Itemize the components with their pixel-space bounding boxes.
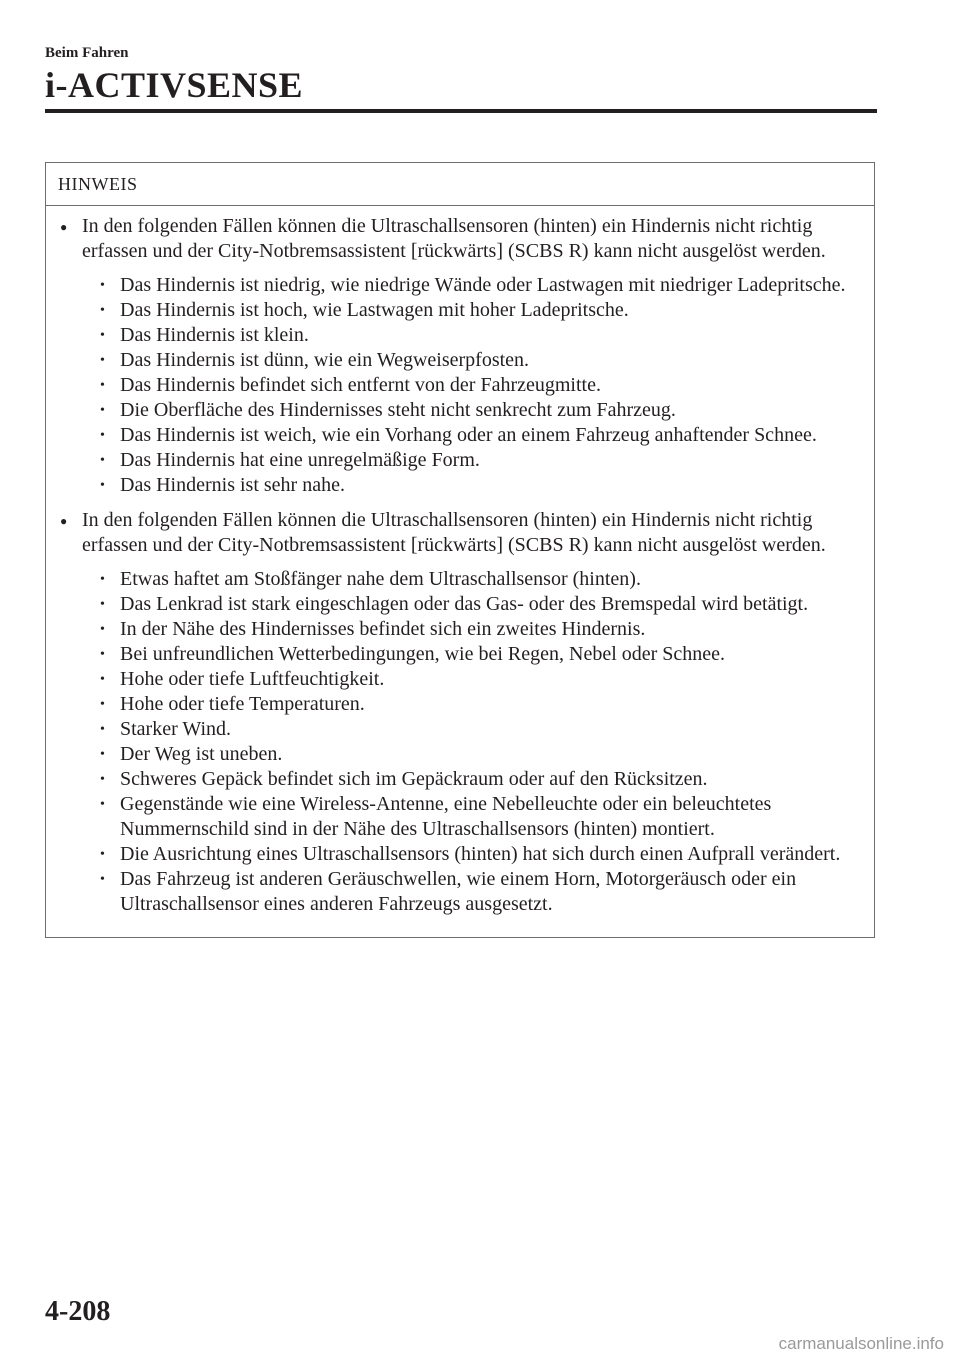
note-item-text: In den folgenden Fällen können die Ultraschallsensoren (hinten) ein Hindernis nicht richtig erfassen und der City-Notbremsassistent [rückwärts] (SCBS R) kann nicht ausgelöst werden. (82, 215, 826, 262)
note-body (46, 206, 874, 937)
condition-item (58, 323, 852, 348)
condition-text: Das Hindernis ist klein. (120, 324, 309, 346)
condition-text: Das Hindernis befindet sich entfernt von der Fahrzeugmitte. (120, 374, 601, 396)
sub-bullet-icon: • (100, 672, 105, 687)
page-number: 4-208 (45, 1296, 111, 1327)
bullet-icon: ● (60, 514, 68, 528)
chapter-title: i-ACTIVSENSE (45, 65, 304, 105)
sub-bullet-icon: • (100, 428, 105, 443)
sub-bullet-icon: • (100, 453, 105, 468)
condition-item (58, 298, 852, 323)
sub-bullet-icon: • (100, 353, 105, 368)
condition-text: Bei unfreundlichen Wetterbedingungen, wie bei Regen, Nebel oder Schnee. (120, 643, 726, 665)
condition-item (58, 398, 852, 423)
condition-item (58, 692, 852, 717)
note-group (58, 214, 852, 498)
condition-text: Hohe oder tiefe Luftfeuchtigkeit. (120, 668, 385, 690)
condition-text: Gegenstände wie eine Wireless-Antenne, eine Nebelleuchte oder ein beleuchtetes Nummernschild sind in der Nähe des Ultraschallsensors (hinten) montiert. (120, 793, 772, 840)
sub-bullet-icon: • (100, 847, 105, 862)
condition-text: Der Weg ist uneben. (120, 743, 283, 765)
sub-bullet-icon: • (100, 403, 105, 418)
condition-item (58, 448, 852, 473)
condition-text: Das Fahrzeug ist anderen Geräuschwellen, wie einem Horn, Motorgeräusch oder ein Ultraschallsensor eines anderen Fahrzeugs ausgesetzt. (120, 868, 797, 915)
condition-text: Schweres Gepäck befindet sich im Gepäckraum oder auf den Rücksitzen. (120, 768, 708, 790)
watermark: carmanualsonline.info (778, 1334, 944, 1353)
condition-item (58, 273, 852, 298)
condition-item (58, 642, 852, 667)
bullet-icon: ● (60, 220, 68, 234)
condition-text: Das Hindernis hat eine unregelmäßige Form. (120, 449, 480, 471)
sub-bullet-icon: • (100, 622, 105, 637)
condition-item (58, 617, 852, 642)
condition-text: Starker Wind. (120, 718, 232, 740)
sub-bullet-icon: • (100, 697, 105, 712)
sub-bullet-icon: • (100, 747, 105, 762)
sub-bullet-icon: • (100, 772, 105, 787)
condition-item (58, 473, 852, 498)
note-item (58, 508, 852, 558)
condition-item (58, 842, 852, 867)
section-label: Beim Fahren (45, 45, 129, 61)
condition-item (58, 592, 852, 617)
condition-item (58, 767, 852, 792)
condition-text: Die Oberfläche des Hindernisses steht nicht senkrecht zum Fahrzeug. (120, 399, 676, 421)
condition-text: Das Hindernis ist dünn, wie ein Wegweiserpfosten. (120, 349, 530, 371)
condition-text: Das Hindernis ist sehr nahe. (120, 474, 345, 496)
sub-bullet-icon: • (100, 278, 105, 293)
sub-bullet-icon: • (100, 572, 105, 587)
sub-bullet-icon: • (100, 872, 105, 887)
condition-item (58, 423, 852, 448)
condition-text: Das Hindernis ist hoch, wie Lastwagen mit hoher Ladepritsche. (120, 299, 629, 321)
note-item-text: In den folgenden Fällen können die Ultraschallsensoren (hinten) ein Hindernis nicht richtig erfassen und der City-Notbremsassistent [rückwärts] (SCBS R) kann nicht ausgelöst werden. (82, 509, 826, 556)
condition-list (58, 567, 852, 917)
condition-item (58, 348, 852, 373)
sub-bullet-icon: • (100, 303, 105, 318)
note-item (58, 214, 852, 264)
condition-item (58, 792, 852, 842)
sub-bullet-icon: • (100, 378, 105, 393)
sub-bullet-icon: • (100, 478, 105, 493)
note-title: HINWEIS (46, 163, 874, 206)
condition-text: Etwas haftet am Stoßfänger nahe dem Ultraschallsensor (hinten). (120, 568, 641, 590)
sub-bullet-icon: • (100, 328, 105, 343)
sub-bullet-icon: • (100, 722, 105, 737)
condition-item (58, 867, 852, 917)
condition-text: Das Hindernis ist weich, wie ein Vorhang oder an einem Fahrzeug anhaftender Schnee. (120, 424, 817, 446)
condition-item (58, 373, 852, 398)
condition-text: Das Hindernis ist niedrig, wie niedrige Wände oder Lastwagen mit niedriger Ladepritsche. (120, 274, 846, 296)
condition-text: Die Ausrichtung eines Ultraschallsensors (hinten) hat sich durch einen Aufprall verändert. (120, 843, 841, 865)
condition-text: Das Lenkrad ist stark eingeschlagen oder das Gas- oder des Bremspedal wird betätigt. (120, 593, 809, 615)
note-box (45, 162, 875, 938)
page-header (45, 44, 877, 105)
condition-item (58, 567, 852, 592)
condition-list (58, 273, 852, 498)
header-divider (45, 109, 877, 113)
condition-text: In der Nähe des Hindernisses befindet sich ein zweites Hindernis. (120, 618, 646, 640)
sub-bullet-icon: • (100, 597, 105, 612)
sub-bullet-icon: • (100, 797, 105, 812)
condition-item (58, 667, 852, 692)
condition-text: Hohe oder tiefe Temperaturen. (120, 693, 365, 715)
sub-bullet-icon: • (100, 647, 105, 662)
note-group (58, 508, 852, 917)
condition-item (58, 717, 852, 742)
condition-item (58, 742, 852, 767)
